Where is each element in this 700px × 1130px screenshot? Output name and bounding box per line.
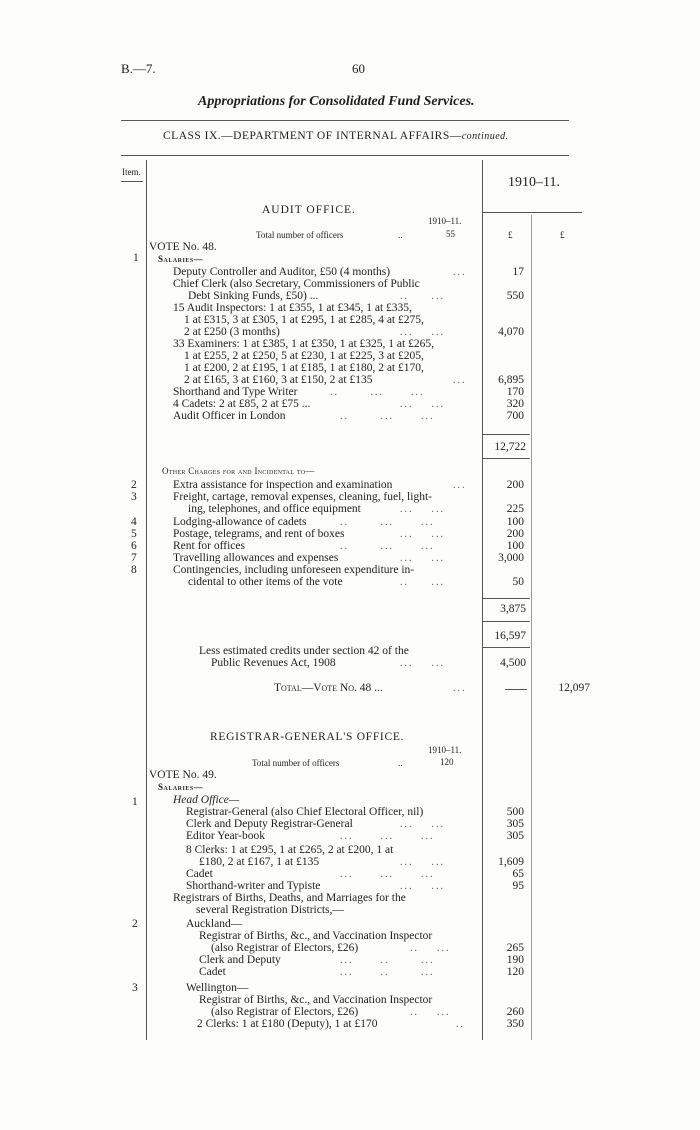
line-text: 8 Clerks: 1 at £295, 1 at £265, 2 at £200, 1 at [186, 844, 394, 856]
line-text: cidental to other items of the vote [188, 576, 343, 588]
leader-dots: .. ... [410, 943, 451, 954]
line-amount: 120 [506, 966, 524, 978]
item-number: 1 [133, 252, 139, 264]
line-amount: 305 [506, 830, 524, 842]
line-amount: 95 [512, 880, 524, 892]
audit-office-heading: AUDIT OFFICE. [262, 204, 356, 216]
gross-total: 16,597 [494, 630, 526, 642]
line-text: Debt Sinking Funds, £50) ... [188, 290, 319, 302]
line-text: Chief Clerk (also Secretary, Commissioners of Public [173, 278, 420, 290]
leader-dots: .. ... ... [330, 387, 425, 398]
line-text: 15 Audit Inspectors: 1 at £355, 1 at £345, 1 at £335, [173, 302, 412, 314]
line-amount: 225 [506, 503, 524, 515]
line-amount: 3,000 [498, 552, 524, 564]
line-text: 4 Cadets: 2 at £85, 2 at £75 ... [173, 398, 311, 410]
vote-48-heading: VOTE No. 48. [149, 241, 217, 253]
other-charges-heading: Other Charges for and Incidental to— [162, 466, 315, 476]
leader-dots: ... ... [400, 881, 445, 892]
line-amount: 320 [506, 398, 524, 410]
officers-year: 1910–11. [428, 216, 462, 226]
line-amount: 350 [506, 1018, 524, 1030]
leader-dots: ... ... [400, 504, 445, 515]
line-text: ing, telephones, and office equipment [188, 503, 361, 515]
salaries-heading: Salaries— [158, 254, 204, 264]
leader-dots: .. ... [400, 577, 445, 588]
line-amount: 170 [506, 386, 524, 398]
line-text: (also Registrar of Electors, £26) [211, 942, 359, 954]
line-amount: 6,895 [498, 374, 524, 386]
line-amount: 265 [506, 942, 524, 954]
line-text: Shorthand-writer and Typiste [186, 880, 321, 892]
leader-dots: ... ... ... [340, 831, 435, 842]
page-title: Appropriations for Consolidated Fund Services. [198, 94, 475, 109]
officers-dots: .. [398, 758, 403, 768]
line-amount: 17 [512, 266, 524, 278]
line-text: Lodging-allowance of cadets [173, 516, 307, 528]
leader-dots: ... .. ... [340, 955, 435, 966]
subtotal-rule [482, 458, 530, 459]
leader-dots: ... ... [400, 658, 445, 669]
line-text: Cadet [186, 868, 213, 880]
other-charges-subtotal: 3,875 [500, 603, 526, 615]
line-text: Freight, cartage, removal expenses, cleaning, fuel, light- [173, 491, 432, 503]
subtotal-rule [482, 598, 530, 599]
line-text: Audit Officer in London [173, 410, 286, 422]
year-column-header: 1910–11. [508, 175, 560, 190]
line-amount: 190 [506, 954, 524, 966]
credits-line: Public Revenues Act, 1908 [211, 657, 336, 669]
line-text: £180, 2 at £167, 1 at £135 [199, 856, 320, 868]
leader-dots: ... [453, 375, 467, 386]
document-reference: B.—7. [121, 61, 156, 76]
total-dash [505, 689, 527, 690]
item-number: 4 [131, 516, 137, 528]
subtotal-rule [482, 434, 530, 435]
total-column-rule [531, 215, 532, 1040]
vote-48-total-label: Total—Vote No. 48 ... [274, 682, 383, 694]
line-text: 33 Examiners: 1 at £385, 1 at £350, 1 at £325, 1 at £265, [173, 338, 434, 350]
leader-dots: .. ... ... [340, 541, 435, 552]
line-amount: 50 [512, 576, 524, 588]
item-number: 2 [131, 479, 137, 491]
salaries-heading: Salaries— [158, 782, 204, 792]
item-column-rule [146, 160, 147, 1040]
title-rule [121, 120, 569, 121]
line-text: Registrar of Births, &c., and Vaccination Inspector [199, 994, 433, 1006]
line-text: 2 at £250 (3 months) [184, 326, 280, 338]
line-text: Editor Year-book [186, 830, 265, 842]
item-column-header: Item. [122, 167, 141, 177]
leader-dots: ... [453, 480, 467, 491]
line-text: Shorthand and Type Writer [173, 386, 298, 398]
line-text: Contingencies, including unforeseen expenditure in- [173, 564, 415, 576]
line-amount: 500 [506, 806, 524, 818]
leader-dots: ... [453, 267, 467, 278]
line-text: 1 at £315, 3 at £305, 1 at £295, 1 at £285, 4 at £275, [184, 314, 424, 326]
line-amount: 100 [506, 516, 524, 528]
officers-count: 55 [446, 229, 455, 239]
line-text: Clerk and Deputy Registrar-General [186, 818, 353, 830]
leader-dots: .. ... [400, 291, 445, 302]
credits-line: Less estimated credits under section 42 of the [199, 645, 409, 657]
district-heading: Wellington— [186, 982, 249, 994]
line-text: Clerk and Deputy [199, 954, 281, 966]
district-heading: Auckland— [186, 918, 243, 930]
line-text: Registrar-General (also Chief Electoral Officer, nil) [186, 806, 424, 818]
line-amount: 100 [506, 540, 524, 552]
leader-dots: .. ... [410, 1007, 451, 1018]
line-text: Postage, telegrams, and rent of boxes [173, 528, 345, 540]
line-amount: 4,070 [498, 326, 524, 338]
salaries-subtotal: 12,722 [494, 441, 526, 453]
item-number: 8 [131, 564, 137, 576]
item-header-rule [121, 181, 143, 182]
item-number: 1 [132, 796, 138, 808]
line-text: Travelling allowances and expenses [173, 552, 339, 564]
line-text: Deputy Controller and Auditor, £50 (4 months) [173, 266, 391, 278]
line-text: Extra assistance for inspection and examination [173, 479, 393, 491]
registrar-office-heading: REGISTRAR-GENERAL'S OFFICE. [210, 731, 405, 743]
line-amount: 305 [506, 818, 524, 830]
class-heading: CLASS IX.—DEPARTMENT OF INTERNAL AFFAIRS—continued. [163, 130, 509, 142]
leader-dots: ... .. ... [340, 967, 435, 978]
item-number: 7 [131, 552, 137, 564]
pound-sign-1: £ [508, 230, 513, 240]
line-text: Registrars of Births, Deaths, and Marriages for the [173, 892, 406, 904]
line-amount: 65 [512, 868, 524, 880]
item-number: 5 [131, 528, 137, 540]
leader-dots: ... ... ... [340, 869, 435, 880]
line-amount: 200 [506, 479, 524, 491]
item-number: 2 [132, 918, 138, 930]
line-text: 2 Clerks: 1 at £180 (Deputy), 1 at £170 [197, 1018, 378, 1030]
subtotal-rule [482, 647, 530, 648]
line-amount: 1,609 [498, 856, 524, 868]
officers-label: Total number of officers [252, 758, 340, 768]
line-text: Registrar of Births, &c., and Vaccination Inspector [199, 930, 433, 942]
page-number: 60 [352, 61, 365, 76]
line-amount: 260 [506, 1006, 524, 1018]
amount-column-rule [482, 160, 483, 1040]
line-text: (also Registrar of Electors, £26) [211, 1006, 359, 1018]
leader-dots: .. ... ... [340, 411, 435, 422]
line-text: several Registration Districts,— [196, 904, 344, 916]
officers-label: Total number of officers [256, 230, 344, 240]
line-amount: 700 [506, 410, 524, 422]
officers-dots: .. [398, 230, 403, 240]
item-number: 3 [131, 491, 137, 503]
head-office-heading: Head Office— [173, 794, 240, 806]
leader-dots: ... ... [400, 857, 445, 868]
line-text: Cadet [199, 966, 226, 978]
item-number: 3 [132, 982, 138, 994]
item-number: 6 [131, 540, 137, 552]
line-text: 2 at £165, 3 at £160, 3 at £150, 2 at £135 [184, 374, 373, 386]
credits-amount: 4,500 [500, 657, 526, 669]
leader-dots: ... ... [400, 327, 445, 338]
vote-49-heading: VOTE No. 49. [149, 769, 217, 781]
subtotal-rule [482, 621, 530, 622]
line-text: Rent for offices [173, 540, 245, 552]
line-amount: 200 [506, 528, 524, 540]
leader-dots: .. [456, 1019, 465, 1030]
year-header-rule [482, 212, 582, 213]
leader-dots: ... ... [400, 529, 445, 540]
line-amount: 550 [506, 290, 524, 302]
leader-dots: ... ... [400, 819, 445, 830]
leader-dots: ... ... [400, 553, 445, 564]
leader-dots: ... [453, 683, 467, 694]
vote-48-total: 12,097 [558, 682, 590, 694]
leader-dots: .. ... ... [340, 517, 435, 528]
leader-dots: ... ... [400, 399, 445, 410]
officers-year: 1910–11. [428, 745, 462, 755]
line-text: 1 at £200, 2 at £195, 1 at £185, 1 at £180, 2 at £170, [184, 362, 424, 374]
officers-count: 120 [440, 757, 454, 767]
pound-sign-2: £ [560, 230, 565, 240]
class-rule [121, 155, 569, 156]
line-text: 1 at £255, 2 at £250, 5 at £230, 1 at £225, 3 at £205, [184, 350, 424, 362]
